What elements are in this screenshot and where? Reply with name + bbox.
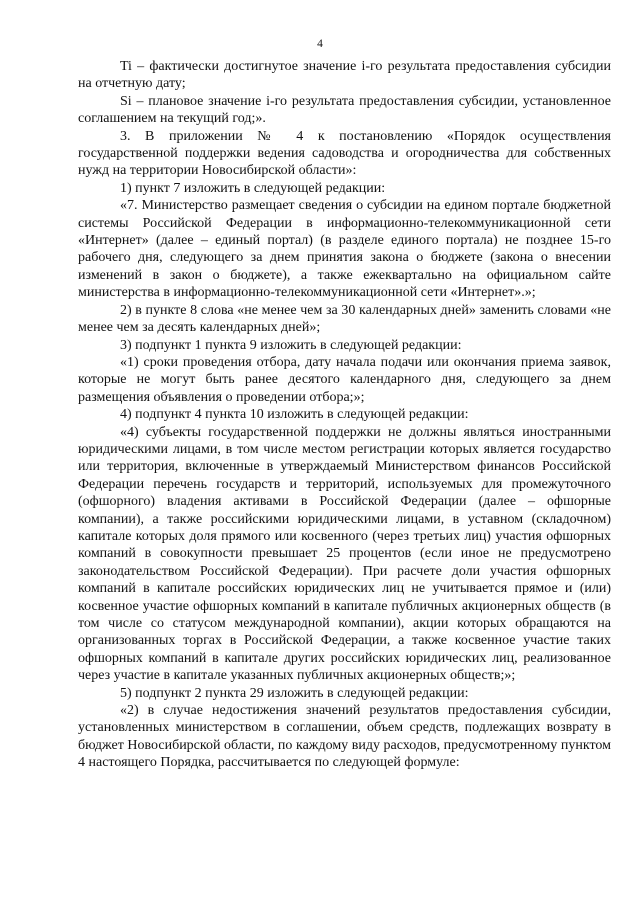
paragraph-item-4: 4) подпункт 4 пункта 10 изложить в следующей редакции: — [120, 407, 469, 423]
paragraph-ti-definition: Ti – фактически достигнутое значение i-го результата предоставления субсидии на отчетную дату; — [78, 59, 611, 92]
paragraph-clause-7: «7. Министерство размещает сведения о субсидии на едином портале бюджетной системы Российской Федерации в информационно-телекоммуникационной сети «Интернет» (далее – единый портал) (в разделе единого портала) не позднее 15-го рабочего дня, следующего за днем принятия закона о бюджете (закона о внесении изменений в закон о бюджете), а также ежеквартально на официальном сайте министерства в информационно-телекоммуникационной сети «Интернет».»; — [78, 198, 611, 301]
document-body — [78, 58, 611, 772]
paragraph-subclause-29-2: «2) в случае недостижения значений результатов предоставления субсидии, установленных министерством в соглашении, объем средств, подлежащих возврату в бюджет Новосибирской области, по каждому виду расходов, предусмотренному пунктом 4 настоящего Порядка, рассчитывается по следующей формуле: — [78, 703, 611, 771]
paragraph-amendment-3: 3. В приложении № 4 к постановлению «Порядок осуществления государственной поддержки ведения садоводства и огородничества для собственных нужд на территории Новосибирской области»: — [78, 128, 611, 179]
paragraph-subclause-9-1: «1) сроки проведения отбора, дату начала подачи или окончания приема заявок, которые не могут быть ранее десятого календарного дня, следующего за днем размещения объявления о проведении отбора;»; — [78, 354, 611, 405]
page-number: 4 — [317, 38, 323, 50]
paragraph-item-1: 1) пункт 7 изложить в следующей редакции: — [120, 180, 386, 196]
paragraph-item-5: 5) подпункт 2 пункта 29 изложить в следующей редакции: — [120, 685, 469, 701]
paragraph-subclause-10-4: «4) субъекты государственной поддержки не должны являться иностранными юридическими лицами, в том числе местом регистрации которых является государство или территория, включенные в утверждаемый Министерством финансов Российской Федерации перечень государств и территорий, используемых для промежуточного (офшорного) владения активами в Российской Федерации (далее – офшорные компании), а также российскими юридическими лицами, в уставном (складочном) капитале которых доля прямого или косвенного (через третьих лиц) участия офшорных компаний в совокупности превышает 25 процентов (если иное не предусмотрено законодательством Российской Федерации). При расчете доли участия офшорных компаний в капитале российских юридических лиц не учитывается прямое и (или) косвенное участие офшорных компаний в капитале публичных акционерных обществ (в том числе со статусом международной компании), акции которых обращаются на организованных торгах в Российской Федерации, а также косвенное участие таких офшорных компаний в капитале других российских юридических лиц, реализованное через участие в капитале указанных публичных акционерных обществ;»; — [78, 424, 611, 684]
paragraph-item-3: 3) подпункт 1 пункта 9 изложить в следующей редакции: — [120, 337, 462, 353]
paragraph-item-2: 2) в пункте 8 слова «не менее чем за 30 календарных дней» заменить словами «не менее чем за десять календарных дней»; — [78, 302, 611, 336]
paragraph-si-definition: Si – плановое значение i-го результата предоставления субсидии, установленное соглашением на текущий год;». — [78, 93, 611, 127]
